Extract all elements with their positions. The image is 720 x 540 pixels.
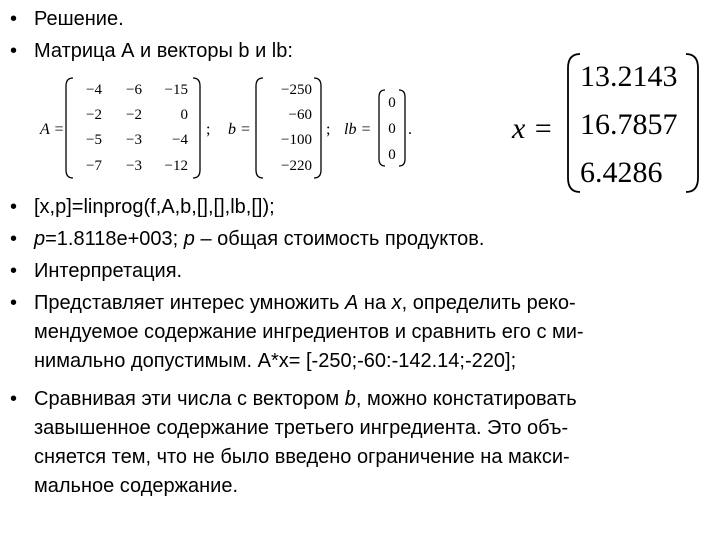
list-item-text xyxy=(34,226,484,253)
x-vector-right-bracket xyxy=(686,54,698,192)
matrix-cell: −3 xyxy=(126,158,142,174)
vector-cell: 0 xyxy=(388,95,396,111)
text-run: Сравнивая эти числа с вектором xyxy=(34,388,345,410)
vector-b-right-bracket xyxy=(314,78,321,178)
bullet-marker: • xyxy=(10,292,18,314)
var-b: b xyxy=(344,388,356,410)
vector-cell: −100 xyxy=(281,132,312,148)
matrix-cell: 0 xyxy=(180,107,188,123)
separator: ; xyxy=(206,121,211,138)
matrix-cell: −12 xyxy=(164,158,188,174)
vector-b-cells xyxy=(281,82,312,174)
matrix-equation xyxy=(30,74,450,184)
x-vector-value: 13.2143 xyxy=(580,60,678,93)
x-vector-label: x = xyxy=(512,112,554,145)
list-item-line: мендуемое содержание ингредиентов и сравнить его с ми- xyxy=(34,321,584,343)
vector-lb-left-bracket xyxy=(379,90,385,166)
matrix-A-label: A = xyxy=(40,121,65,138)
bullet-marker: • xyxy=(10,228,18,250)
x-vector-value: 6.4286 xyxy=(580,156,663,189)
vector-lb-cells xyxy=(388,95,396,163)
matrix-cell: −3 xyxy=(126,132,142,148)
matrix-cell: −7 xyxy=(86,158,102,174)
vector-b-label: b = xyxy=(228,121,251,138)
var-p: p xyxy=(183,228,195,250)
list-item-line xyxy=(34,386,577,413)
vector-lb-label: lb = xyxy=(344,121,372,138)
bullet-marker: • xyxy=(10,388,18,410)
list-item-text: Интерпретация. xyxy=(34,260,183,282)
matrix-cell: −6 xyxy=(126,82,142,98)
matrix-cell: −5 xyxy=(86,132,102,148)
text-run: , можно констатировать xyxy=(355,388,577,410)
vector-cell: −60 xyxy=(288,107,312,123)
matrix-cell: −15 xyxy=(164,82,188,98)
text-run: =1.8118e+003; xyxy=(45,228,184,250)
terminator: . xyxy=(408,121,412,138)
separator: ; xyxy=(326,121,331,138)
bullet-marker: • xyxy=(10,8,18,30)
text-run: , определить реко- xyxy=(401,292,576,314)
var-A: A xyxy=(345,292,359,314)
matrix-cell: −2 xyxy=(126,107,142,123)
bullet-marker: • xyxy=(10,196,18,218)
var-p: p xyxy=(34,228,46,250)
bullet-marker: • xyxy=(10,260,18,282)
vector-cell: 0 xyxy=(388,147,396,163)
text-run: на xyxy=(358,292,392,314)
x-vector-value: 16.7857 xyxy=(580,108,678,141)
x-vector-left-bracket xyxy=(568,54,580,192)
bullet-marker: • xyxy=(10,40,18,62)
list-item-text: Матрица А и векторы b и lb: xyxy=(34,40,293,62)
matrix-A-left-bracket xyxy=(66,78,73,178)
list-item-line: мальное содержание. xyxy=(34,475,239,497)
matrix-cell: −4 xyxy=(172,132,188,148)
vector-b-left-bracket xyxy=(256,78,263,178)
list-item-line: сняется тем, что не было введено ограничение на макси- xyxy=(34,446,570,468)
text-run: – общая стоимость продуктов. xyxy=(194,228,485,250)
matrix-A-cells xyxy=(86,82,188,174)
vector-cell: −220 xyxy=(281,158,312,174)
matrix-cell: −4 xyxy=(86,82,102,98)
list-item-text: [x,p]=linprog(f,A,b,[],[],lb,[]); xyxy=(34,196,275,218)
list-item-line: нимально допустимым. A*x= [-250;-60:-142.14;-220]; xyxy=(34,350,517,372)
list-item-line: завышенное содержание третьего ингредиента. Это объ- xyxy=(34,417,569,439)
vector-cell: 0 xyxy=(388,121,396,137)
vector-lb-right-bracket xyxy=(399,90,405,166)
list-item-text: Решение. xyxy=(34,8,124,30)
matrix-A-right-bracket xyxy=(193,78,200,178)
var-x: x xyxy=(391,292,402,314)
text-run: Представляет интерес умножить xyxy=(34,292,345,314)
vector-cell: −250 xyxy=(281,82,312,98)
x-vector-equation xyxy=(510,50,710,200)
matrix-cell: −2 xyxy=(86,107,102,123)
list-item-line xyxy=(34,290,576,317)
